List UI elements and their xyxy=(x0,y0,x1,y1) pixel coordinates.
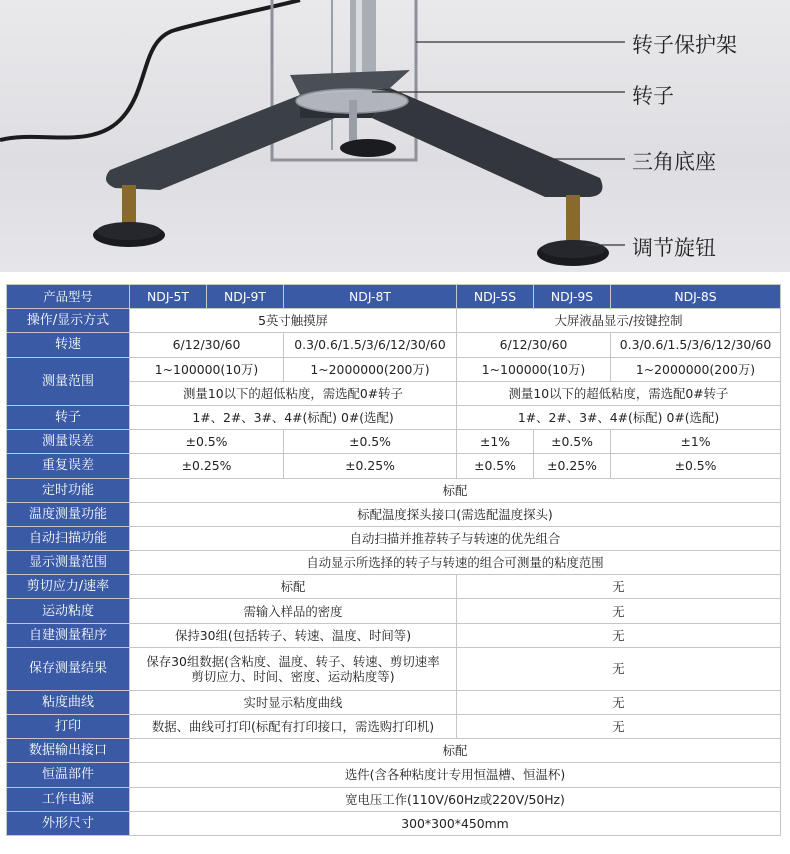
cell-save-s: 无 xyxy=(457,647,781,690)
cell-kinematic-t: 需输入样品的密度 xyxy=(130,599,457,623)
cell-repeat-s9: ±0.25% xyxy=(534,454,611,478)
label-speed: 转速 xyxy=(7,333,130,357)
cell-speed-s59: 6/12/30/60 xyxy=(457,333,611,357)
cell-curve-t: 实时显示粘度曲线 xyxy=(130,690,457,714)
model-ndj-5s: NDJ-5S xyxy=(457,285,534,309)
row-output xyxy=(7,739,781,763)
cell-error-s5: ±1% xyxy=(457,430,534,454)
cell-error-s8: ±1% xyxy=(611,430,781,454)
cell-save-t-line2: 剪切应力、时间、密度、运动粘度等) xyxy=(191,668,395,684)
row-print xyxy=(7,715,781,739)
row-model xyxy=(7,285,781,309)
row-temp xyxy=(7,502,781,526)
cell-output: 标配 xyxy=(130,739,781,763)
spec-table xyxy=(6,284,781,836)
model-ndj-5t: NDJ-5T xyxy=(130,285,207,309)
label-timer: 定时功能 xyxy=(7,478,130,502)
label-repeat: 重复误差 xyxy=(7,454,130,478)
cell-kinematic-s: 无 xyxy=(457,599,781,623)
cell-range-s59: 1~100000(10万) xyxy=(457,357,611,381)
cell-scan: 自动扫描并推荐转子与转速的优先组合 xyxy=(130,526,781,550)
row-power xyxy=(7,787,781,811)
row-kinematic xyxy=(7,599,781,623)
label-range: 测量范围 xyxy=(7,357,130,405)
callout-rotor-guard: 转子保护架 xyxy=(632,33,737,57)
row-speed xyxy=(7,333,781,357)
cell-range-s8: 1~2000000(200万) xyxy=(611,357,781,381)
label-curve: 粘度曲线 xyxy=(7,690,130,714)
row-display-range xyxy=(7,551,781,575)
cell-speed-t8: 0.3/0.6/1.5/3/6/12/30/60 xyxy=(284,333,457,357)
label-save: 保存测量结果 xyxy=(7,647,130,690)
label-error: 测量误差 xyxy=(7,430,130,454)
callout-adjust-knob: 调节旋钮 xyxy=(632,236,716,260)
label-kinematic: 运动粘度 xyxy=(7,599,130,623)
row-shear xyxy=(7,575,781,599)
row-timer xyxy=(7,478,781,502)
cell-thermo: 选件(含各种粘度计专用恒温槽、恒温杯) xyxy=(130,763,781,787)
label-operation: 操作/显示方式 xyxy=(7,309,130,333)
cell-range-note-t: 测量10以下的超低粘度，需选配0#转子 xyxy=(130,381,457,405)
cell-rotors-t: 1#、2#、3#、4#(标配) 0#(选配) xyxy=(130,405,457,429)
cell-error-t59: ±0.5% xyxy=(130,430,284,454)
label-output: 数据输出接口 xyxy=(7,739,130,763)
cell-shear-s: 无 xyxy=(457,575,781,599)
cell-speed-s8: 0.3/0.6/1.5/3/6/12/30/60 xyxy=(611,333,781,357)
cell-display-range: 自动显示所选择的转子与转速的组合可测量的粘度范围 xyxy=(130,551,781,575)
cell-speed-t59: 6/12/30/60 xyxy=(130,333,284,357)
row-rotors xyxy=(7,405,781,429)
callout-rotor: 转子 xyxy=(632,84,674,108)
cell-error-t8: ±0.5% xyxy=(284,430,457,454)
model-ndj-9s: NDJ-9S xyxy=(534,285,611,309)
cell-rotors-s: 1#、2#、3#、4#(标配) 0#(选配) xyxy=(457,405,781,429)
cell-range-t59: 1~100000(10万) xyxy=(130,357,284,381)
cell-program-t: 保持30组(包括转子、转速、温度、时间等) xyxy=(130,623,457,647)
row-thermo xyxy=(7,763,781,787)
row-curve xyxy=(7,690,781,714)
model-ndj-8s: NDJ-8S xyxy=(611,285,781,309)
cell-shear-t: 标配 xyxy=(130,575,457,599)
cell-operation-t: 5英寸触摸屏 xyxy=(130,309,457,333)
row-error xyxy=(7,430,781,454)
label-scan: 自动扫描功能 xyxy=(7,526,130,550)
label-size: 外形尺寸 xyxy=(7,811,130,835)
label-program: 自建测量程序 xyxy=(7,623,130,647)
cell-repeat-t59: ±0.25% xyxy=(130,454,284,478)
cell-range-t8: 1~2000000(200万) xyxy=(284,357,457,381)
cell-temp: 标配温度探头接口(需选配温度探头) xyxy=(130,502,781,526)
cell-print-s: 无 xyxy=(457,715,781,739)
cell-repeat-t8: ±0.25% xyxy=(284,454,457,478)
cell-repeat-s8: ±0.5% xyxy=(611,454,781,478)
row-range xyxy=(7,357,781,381)
label-thermo: 恒温部件 xyxy=(7,763,130,787)
product-photo xyxy=(0,0,790,272)
row-program xyxy=(7,623,781,647)
label-print: 打印 xyxy=(7,715,130,739)
cell-save-t-line1: 保存30组数据(含粘度、温度、转子、转速、剪切速率 xyxy=(146,653,440,669)
label-model: 产品型号 xyxy=(7,285,130,309)
cell-size: 300*300*450mm xyxy=(130,811,781,835)
cell-timer: 标配 xyxy=(130,478,781,502)
cell-curve-s: 无 xyxy=(457,690,781,714)
row-save xyxy=(7,647,781,690)
row-operation xyxy=(7,309,781,333)
cell-operation-s: 大屏液晶显示/按键控制 xyxy=(457,309,781,333)
cell-print-t: 数据、曲线可打印(标配有打印接口，需选购打印机) xyxy=(130,715,457,739)
label-temp: 温度测量功能 xyxy=(7,502,130,526)
label-power: 工作电源 xyxy=(7,787,130,811)
row-repeat xyxy=(7,454,781,478)
row-scan xyxy=(7,526,781,550)
label-rotors: 转子 xyxy=(7,405,130,429)
model-ndj-8t: NDJ-8T xyxy=(284,285,457,309)
cell-program-s: 无 xyxy=(457,623,781,647)
label-shear: 剪切应力/速率 xyxy=(7,575,130,599)
cell-repeat-s5: ±0.5% xyxy=(457,454,534,478)
cell-range-note-s: 测量10以下的超低粘度，需选配0#转子 xyxy=(457,381,781,405)
cell-save-t xyxy=(130,647,457,690)
model-ndj-9t: NDJ-9T xyxy=(207,285,284,309)
label-display-range: 显示测量范围 xyxy=(7,551,130,575)
row-size xyxy=(7,811,781,835)
callout-tripod-base: 三角底座 xyxy=(632,150,716,174)
cell-error-s9: ±0.5% xyxy=(534,430,611,454)
cell-power: 宽电压工作(110V/60Hz或220V/50Hz) xyxy=(130,787,781,811)
